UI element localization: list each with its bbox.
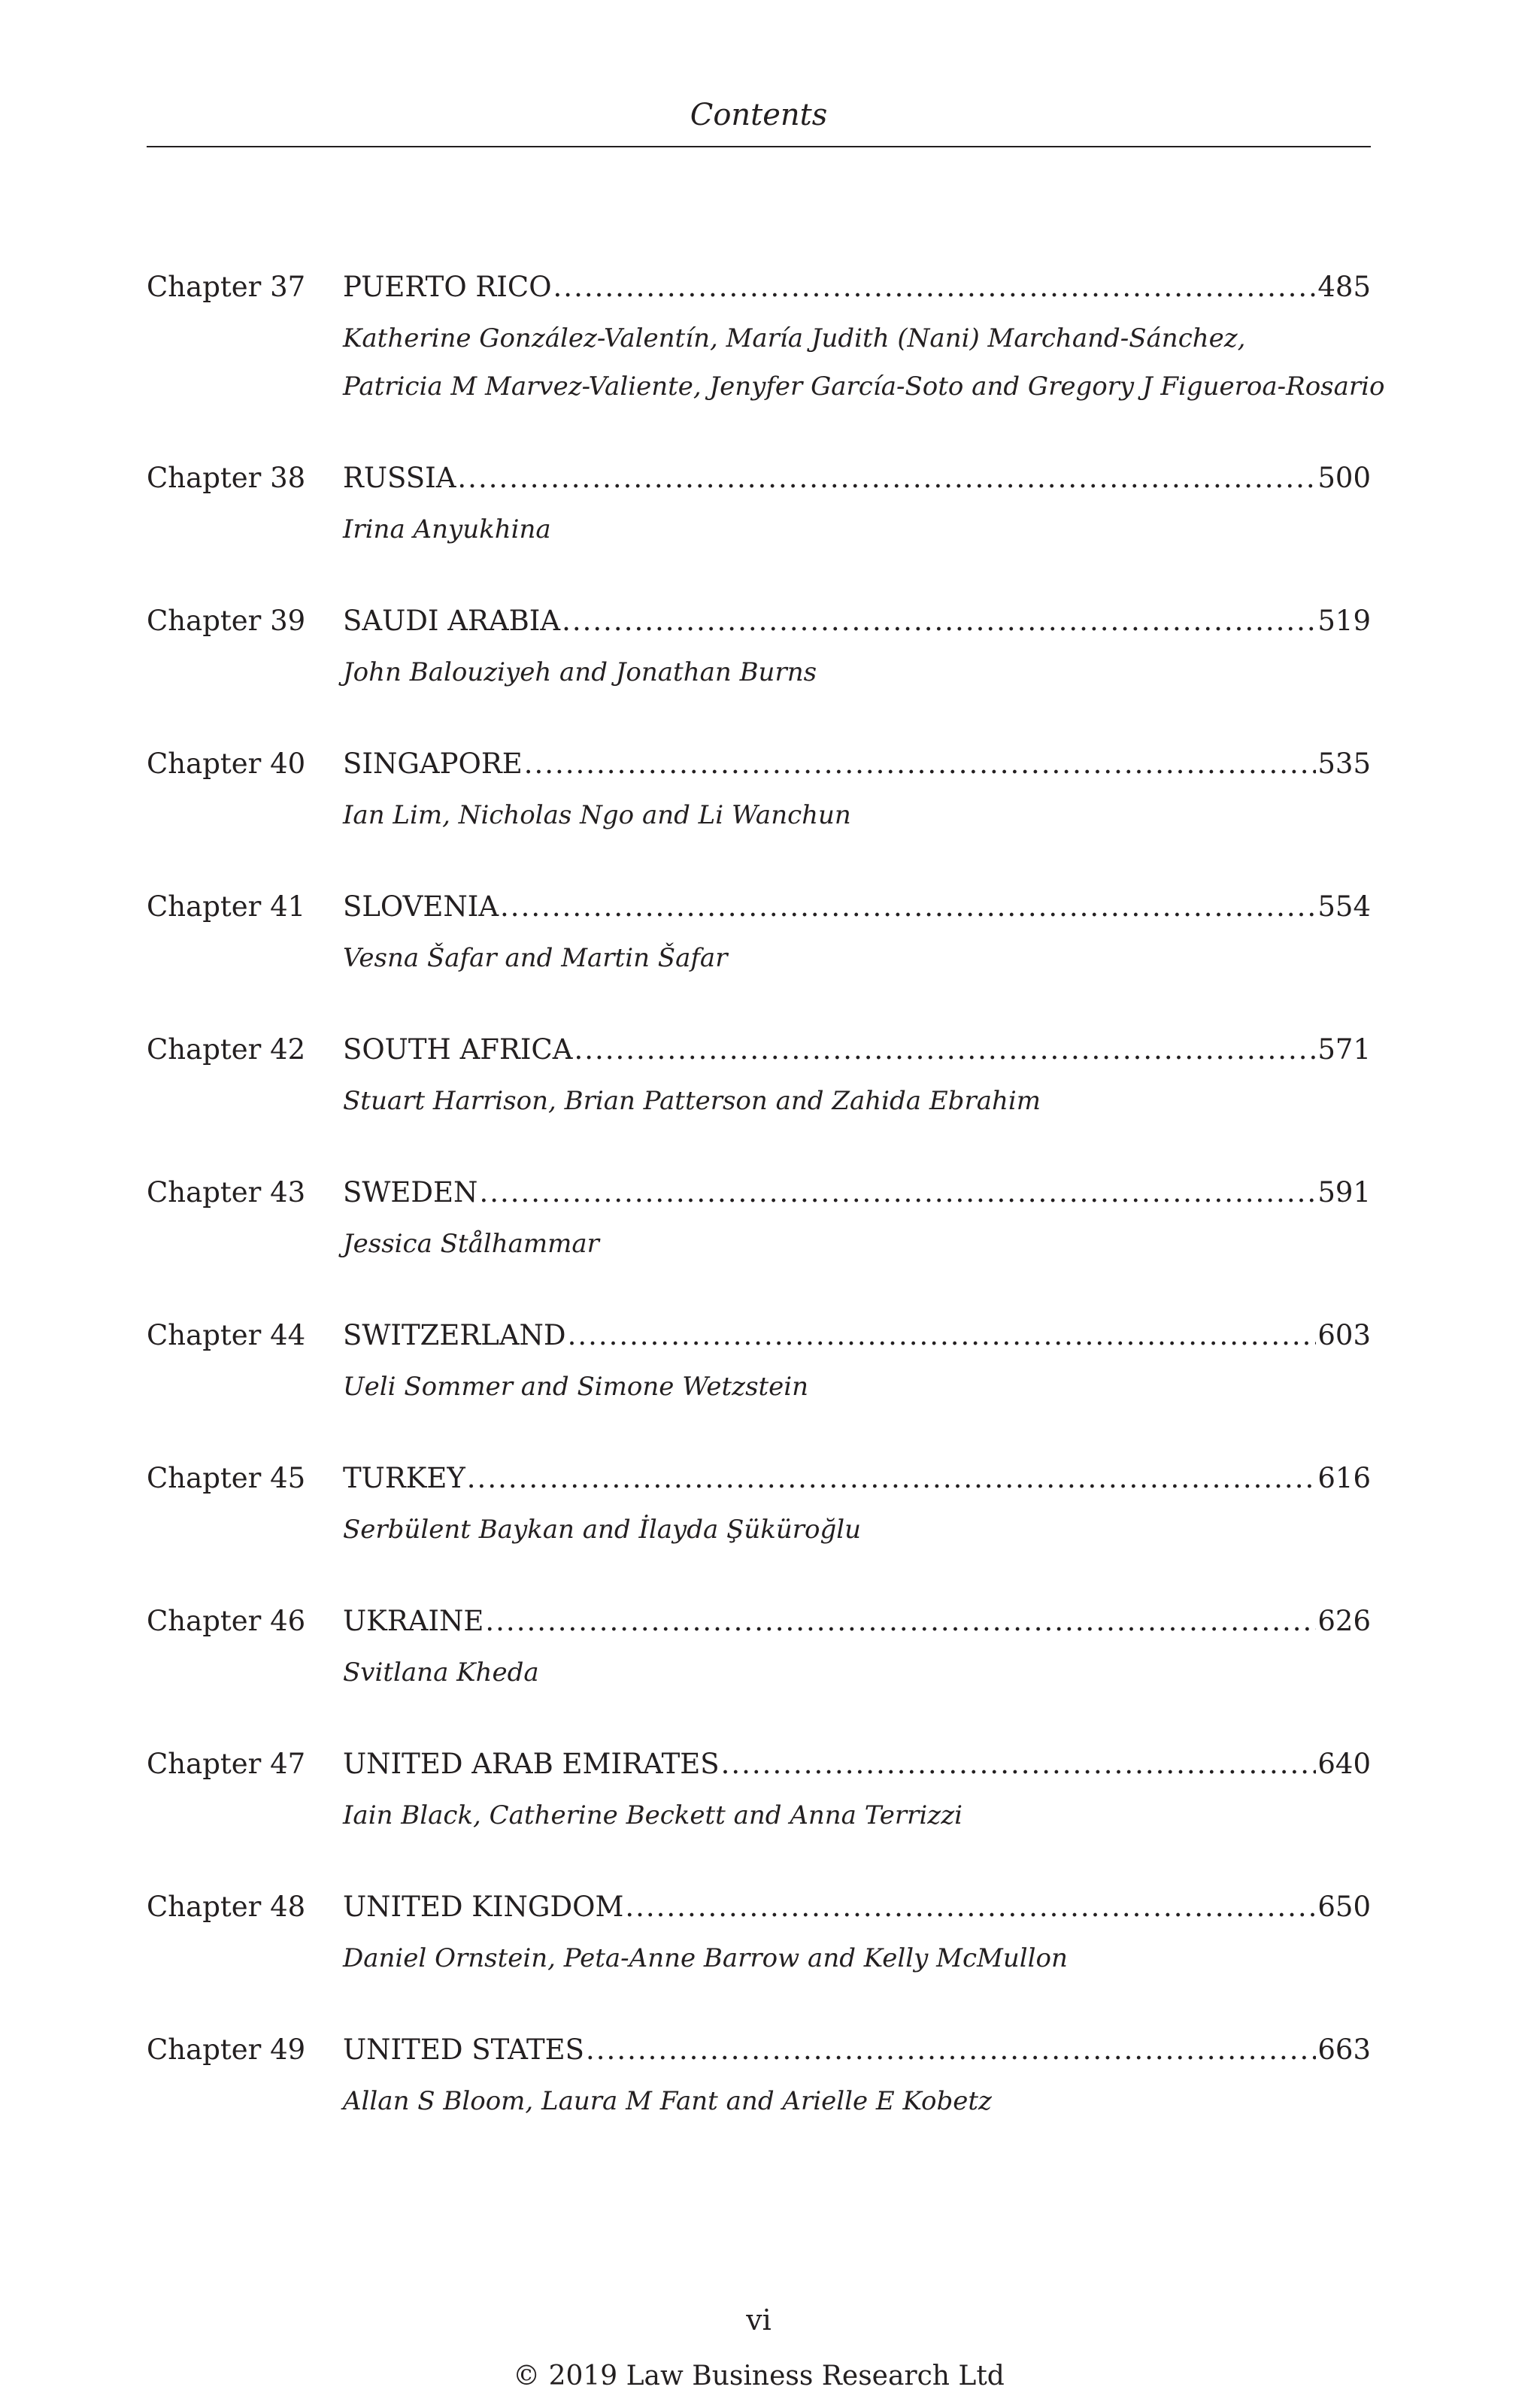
chapter-label: Chapter 44 xyxy=(147,1319,306,1351)
chapter-page-number: 535 xyxy=(1317,748,1371,780)
chapter-label: Chapter 49 xyxy=(147,2033,306,2066)
toc-entry xyxy=(147,1599,1371,1697)
chapter-label: Chapter 38 xyxy=(147,462,306,494)
chapter-authors xyxy=(343,2077,1371,2125)
chapter-label: Chapter 45 xyxy=(147,1462,306,1494)
dot-leader xyxy=(485,1599,1316,1644)
chapter-authors xyxy=(343,505,1371,553)
chapter-page-number: 591 xyxy=(1317,1176,1371,1209)
chapter-page-number: 626 xyxy=(1317,1605,1371,1637)
dot-leader xyxy=(479,1170,1316,1215)
chapter-label: Chapter 41 xyxy=(147,890,306,923)
entry-title-line xyxy=(343,1170,1371,1215)
toc-entry xyxy=(147,1742,1371,1839)
chapter-label: Chapter 37 xyxy=(147,271,306,303)
chapter-label: Chapter 42 xyxy=(147,1033,306,1066)
chapter-authors xyxy=(343,1934,1371,1982)
chapter-authors xyxy=(343,648,1371,696)
author-line: Svitlana Kheda xyxy=(343,1657,539,1688)
author-line: Katherine González-Valentín, María Judith (Nani) Marchand-Sánchez, xyxy=(343,323,1246,353)
chapter-title: UKRAINE xyxy=(343,1605,484,1637)
chapter-title: SWITZERLAND xyxy=(343,1319,566,1351)
chapter-page-number: 616 xyxy=(1317,1462,1371,1494)
chapter-label: Chapter 46 xyxy=(147,1605,306,1637)
chapter-page-number: 554 xyxy=(1317,890,1371,923)
chapter-authors xyxy=(343,1363,1371,1411)
chapter-authors xyxy=(343,1077,1371,1125)
chapter-label: Chapter 47 xyxy=(147,1748,306,1780)
entry-title-line xyxy=(343,1885,1371,1930)
dot-leader xyxy=(574,1027,1316,1072)
toc-entry xyxy=(147,1885,1371,1982)
copyright-notice: © 2019 Law Business Research Ltd xyxy=(513,2361,1005,2391)
author-line: Iain Black, Catherine Beckett and Anna Terrizzi xyxy=(343,1800,963,1830)
toc-entry xyxy=(147,1456,1371,1554)
chapter-label: Chapter 39 xyxy=(147,605,306,637)
toc-entry xyxy=(147,599,1371,696)
chapter-authors xyxy=(343,314,1385,411)
toc-entry xyxy=(147,456,1371,553)
entry-title-line xyxy=(343,1027,1371,1072)
entry-body xyxy=(343,1885,1371,1982)
entry-body xyxy=(343,1742,1371,1839)
entry-title-line xyxy=(343,1599,1371,1644)
chapter-title: RUSSIA xyxy=(343,462,456,494)
entry-title-line xyxy=(343,1313,1371,1358)
dot-leader xyxy=(562,599,1316,644)
entry-title-line xyxy=(343,2027,1371,2073)
author-line: Patricia M Marvez-Valiente, Jenyfer García-Soto and Gregory J Figueroa-Rosario xyxy=(343,372,1385,402)
toc-entry xyxy=(147,884,1371,982)
entry-body xyxy=(343,1170,1371,1268)
entry-body xyxy=(343,1599,1371,1697)
chapter-authors xyxy=(343,934,1371,982)
chapter-authors xyxy=(343,1506,1371,1554)
author-line: Irina Anyukhina xyxy=(343,514,551,544)
dot-leader xyxy=(553,265,1317,310)
chapter-label: Chapter 48 xyxy=(147,1891,306,1923)
entry-body xyxy=(343,2027,1371,2125)
chapter-title: SAUDI ARABIA xyxy=(343,605,561,637)
dot-leader xyxy=(457,456,1316,501)
entry-title-line xyxy=(343,884,1371,930)
author-line: Vesna Šafar and Martin Šafar xyxy=(343,943,728,973)
dot-leader xyxy=(467,1456,1317,1501)
author-line: Ueli Sommer and Simone Wetzstein xyxy=(343,1372,809,1402)
author-line: Allan S Bloom, Laura M Fant and Arielle E Kobetz xyxy=(343,2086,992,2116)
entry-title-line xyxy=(343,599,1371,644)
entry-title-line xyxy=(343,1456,1371,1501)
entry-body xyxy=(343,1313,1371,1411)
running-header: Contents xyxy=(690,98,828,132)
dot-leader xyxy=(568,1313,1317,1358)
entry-title-line xyxy=(343,742,1371,787)
chapter-label: Chapter 40 xyxy=(147,748,306,780)
chapter-page-number: 603 xyxy=(1317,1319,1371,1351)
chapter-title: UNITED ARAB EMIRATES xyxy=(343,1748,720,1780)
page-number: vi xyxy=(746,2303,772,2337)
chapter-page-number: 571 xyxy=(1317,1033,1371,1066)
toc-entry xyxy=(147,742,1371,839)
entry-body xyxy=(343,742,1371,839)
chapter-title: SINGAPORE xyxy=(343,748,523,780)
entry-body xyxy=(343,265,1385,411)
entry-title-line xyxy=(343,456,1371,501)
toc-list xyxy=(147,265,1385,2125)
chapter-title: UNITED KINGDOM xyxy=(343,1891,624,1923)
chapter-title: SWEDEN xyxy=(343,1176,478,1209)
chapter-page-number: 663 xyxy=(1317,2033,1371,2066)
chapter-authors xyxy=(343,1791,1371,1839)
chapter-authors xyxy=(343,1648,1371,1697)
chapter-title: PUERTO RICO xyxy=(343,271,552,303)
chapter-page-number: 500 xyxy=(1317,462,1371,494)
dot-leader xyxy=(500,884,1316,930)
header-rule xyxy=(147,146,1371,147)
entry-title-line xyxy=(343,1742,1371,1787)
author-line: Stuart Harrison, Brian Patterson and Zahida Ebrahim xyxy=(343,1086,1041,1116)
chapter-page-number: 650 xyxy=(1317,1891,1371,1923)
chapter-title: TURKEY xyxy=(343,1462,465,1494)
author-line: John Balouziyeh and Jonathan Burns xyxy=(343,657,817,687)
chapter-title: SLOVENIA xyxy=(343,890,499,923)
chapter-page-number: 485 xyxy=(1317,271,1371,303)
toc-entry xyxy=(147,1170,1371,1268)
entry-body xyxy=(343,599,1371,696)
entry-body xyxy=(343,456,1371,553)
author-line: Serbülent Baykan and İlayda Şüküroğlu xyxy=(343,1515,862,1545)
chapter-label: Chapter 43 xyxy=(147,1176,306,1209)
entry-body xyxy=(343,1456,1371,1554)
author-line: Daniel Ornstein, Peta-Anne Barrow and Kelly McMullon xyxy=(343,1943,1068,1973)
entry-body xyxy=(343,884,1371,982)
author-line: Ian Lim, Nicholas Ngo and Li Wanchun xyxy=(343,800,851,830)
toc-entry xyxy=(147,1313,1371,1411)
author-line: Jessica Stålhammar xyxy=(343,1229,599,1259)
chapter-authors xyxy=(343,791,1371,839)
dot-leader xyxy=(625,1885,1316,1930)
chapter-page-number: 519 xyxy=(1317,605,1371,637)
toc-entry xyxy=(147,265,1385,411)
dot-leader xyxy=(524,742,1317,787)
chapter-title: UNITED STATES xyxy=(343,2033,585,2066)
toc-entry xyxy=(147,2027,1371,2125)
dot-leader xyxy=(721,1742,1317,1787)
entry-body xyxy=(343,1027,1371,1125)
chapter-authors xyxy=(343,1220,1371,1268)
chapter-page-number: 640 xyxy=(1317,1748,1371,1780)
toc-entry xyxy=(147,1027,1371,1125)
entry-title-line xyxy=(343,265,1371,310)
dot-leader xyxy=(586,2027,1316,2073)
chapter-title: SOUTH AFRICA xyxy=(343,1033,573,1066)
